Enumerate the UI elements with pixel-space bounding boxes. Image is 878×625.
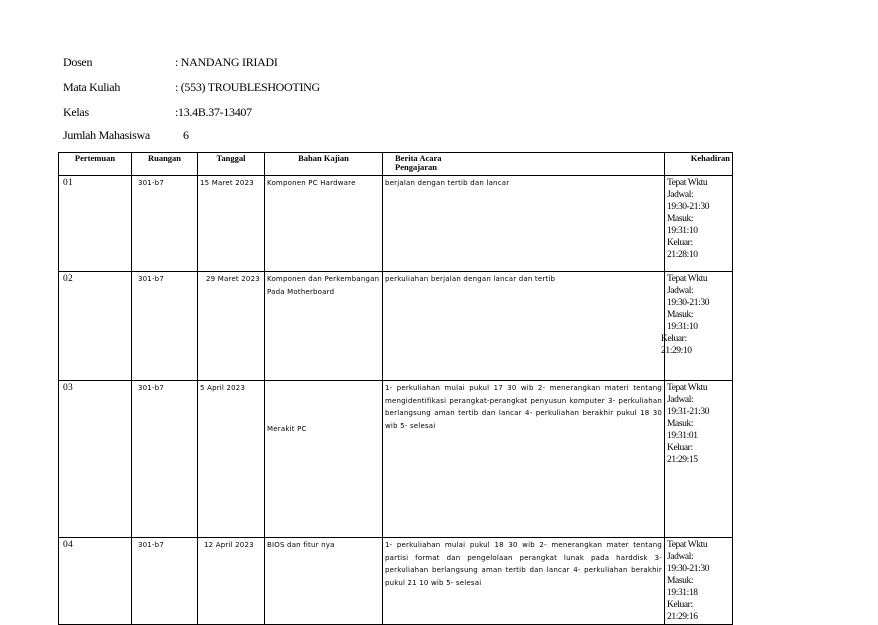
kehadiran-jadwal: 19:30-21:30	[667, 298, 710, 308]
mata-kuliah-label: Mata Kuliah	[63, 80, 121, 94]
kehadiran-keluar: 21:28:10	[667, 250, 698, 260]
kelas-value: :13.4B.37-13407	[175, 105, 252, 119]
kehadiran-masuk-label: Masuk:	[667, 419, 694, 429]
mata-kuliah-value: : (553) TROUBLESHOOTING	[175, 80, 320, 94]
kelas-label: Kelas	[63, 105, 89, 119]
ruangan-cell: 301-b7	[132, 538, 198, 625]
col-berita-acara-line1: Berita Acara	[395, 153, 442, 163]
ruangan-cell: 301-b7	[132, 176, 198, 272]
kehadiran-cell	[665, 381, 733, 538]
kehadiran-status: Tepat Wktu	[667, 383, 708, 393]
jumlah-mahasiswa-value: 6	[183, 128, 189, 142]
kehadiran-keluar: 21:29:10	[661, 346, 692, 356]
header-info	[63, 55, 463, 145]
kehadiran-jadwal-label: Jadwal:	[667, 552, 694, 562]
table-row	[59, 381, 733, 538]
berita-cell: 1- perkuliahan mulai pukul 18 30 wib 2- menerangkan mater tentang partisi format dan pengelolaan perangkat lunak pada harddisk 3- perkuliahan berlangsung aman tertib dan lancar 4- perkuliahan berakhir pukul 21 10 wib 5- selesai	[383, 538, 665, 625]
kehadiran-keluar-label: Keluar:	[667, 600, 693, 610]
col-pertemuan: Pertemuan	[59, 153, 132, 176]
table-row	[59, 538, 733, 625]
pertemuan-cell: 01	[59, 176, 132, 272]
dosen-value: : NANDANG IRIADI	[175, 55, 278, 69]
berita-cell: 1- perkuliahan mulai pukul 17 30 wib 2- menerangkan materi tentang mengidentifikasi perangkat-perangkat penyusun komputer 3- perkuliahan berlangsung aman tertib dan lancar 4- perkuliahan berakhir pukul 18 30 wib 5- selesai	[383, 381, 665, 538]
kehadiran-jadwal-label: Jadwal:	[667, 286, 694, 296]
kehadiran-jadwal: 19:31-21:30	[667, 407, 710, 417]
bahan-cell: Merakit PC	[265, 381, 383, 538]
kehadiran-cell	[665, 538, 733, 625]
pertemuan-cell: 02	[59, 272, 132, 381]
col-berita-acara	[383, 153, 665, 176]
kehadiran-masuk: 19:31:01	[667, 431, 698, 441]
bahan-cell: BIOS dan fitur nya	[265, 538, 383, 625]
berita-cell: perkuliahan berjalan dengan lancar dan tertib	[383, 272, 665, 381]
kehadiran-keluar: 21:29:16	[667, 612, 698, 622]
tanggal-cell: 15 Maret 2023	[198, 176, 265, 272]
kehadiran-status: Tepat Wktu	[667, 540, 708, 550]
table-header-row	[59, 153, 733, 176]
kehadiran-jadwal-label: Jadwal:	[667, 190, 694, 200]
kehadiran-jadwal: 19:30-21:30	[667, 564, 710, 574]
pertemuan-cell: 03	[59, 381, 132, 538]
jumlah-mahasiswa-label: Jumlah Mahasiswa	[63, 128, 150, 142]
kehadiran-status: Tepat Wktu	[667, 178, 708, 188]
kehadiran-masuk: 19:31:18	[667, 588, 698, 598]
col-kehadiran: Kehadiran	[665, 153, 733, 176]
kehadiran-jadwal: 19:30-21:30	[667, 202, 710, 212]
bahan-cell: Komponen dan Perkembangan Pada Motherboard	[265, 272, 383, 381]
kehadiran-keluar: 21:29:15	[667, 455, 698, 465]
bahan-cell: Komponen PC Hardware	[265, 176, 383, 272]
kehadiran-keluar-label: Keluar:	[661, 334, 687, 344]
ruangan-cell: 301-b7	[132, 272, 198, 381]
kehadiran-jadwal-label: Jadwal:	[667, 395, 694, 405]
col-berita-acara-line2: Pengajaran	[395, 162, 438, 172]
pertemuan-cell: 04	[59, 538, 132, 625]
kehadiran-cell	[661, 272, 733, 381]
kehadiran-masuk: 19:31:10	[667, 226, 698, 236]
table-row	[59, 272, 733, 381]
tanggal-cell: 12 April 2023	[198, 538, 265, 625]
kehadiran-masuk-label: Masuk:	[667, 214, 694, 224]
kehadiran-keluar-label: Keluar:	[667, 443, 693, 453]
col-bahan-kajian: Bahan Kajian	[265, 153, 383, 176]
berita-cell: berjalan dengan tertib dan lancar	[383, 176, 665, 272]
col-tanggal: Tanggal	[198, 153, 265, 176]
kehadiran-keluar-label: Keluar:	[667, 238, 693, 248]
attendance-table	[58, 152, 733, 625]
table-row	[59, 176, 733, 272]
tanggal-cell: 29 Maret 2023	[198, 272, 265, 381]
kehadiran-masuk-label: Masuk:	[667, 310, 694, 320]
kehadiran-masuk: 19:31:10	[667, 322, 698, 332]
kehadiran-masuk-label: Masuk:	[667, 576, 694, 586]
dosen-label: Dosen	[63, 55, 93, 69]
col-ruangan: Ruangan	[132, 153, 198, 176]
tanggal-cell: 5 April 2023	[198, 381, 265, 538]
kehadiran-status: Tepat Wktu	[667, 274, 708, 284]
kehadiran-cell	[665, 176, 733, 272]
ruangan-cell: 301-b7	[132, 381, 198, 538]
